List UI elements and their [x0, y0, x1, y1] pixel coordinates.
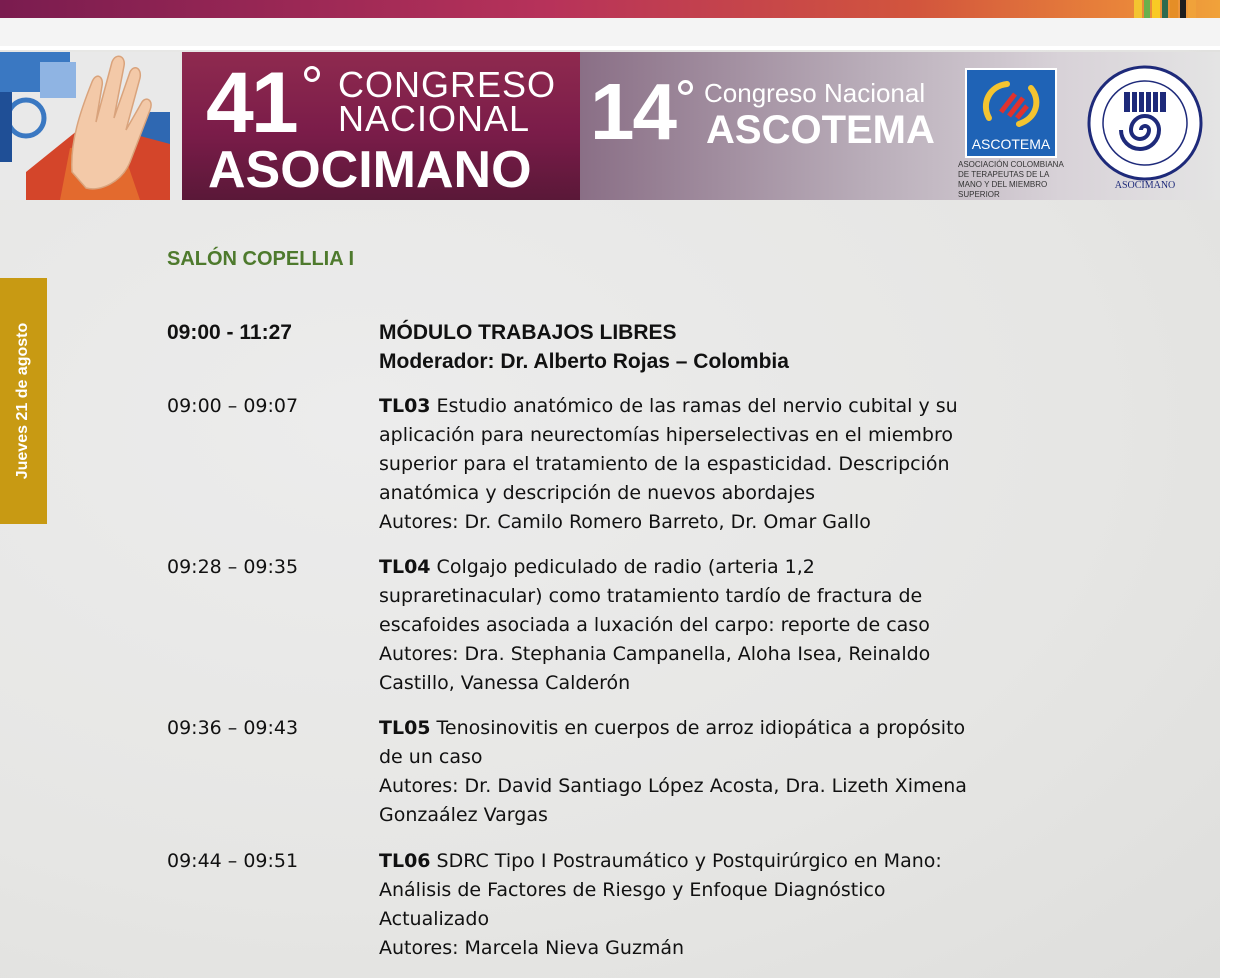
date-label: Jueves 21 de agosto [14, 322, 31, 480]
session-authors: Autores: Dr. Camilo Romero Barreto, Dr. Omar Gallo [379, 511, 871, 533]
session-title-line: Estudio anatómico de las ramas del nervio cubital y su [430, 395, 958, 417]
session-title-line: superior para el tratamiento de la espasticidad. Descripción [379, 453, 950, 475]
session-authors: Castillo, Vanessa Calderón [379, 672, 631, 694]
congreso-nacional-text: Congreso Nacional [704, 78, 926, 108]
session-code: TL04 [379, 556, 431, 578]
session-code: TL05 [379, 717, 431, 739]
degree-symbol [304, 66, 320, 82]
divider-line [0, 46, 1220, 50]
session-title-line: Colgajo pediculado de radio (arteria 1,2 [430, 556, 815, 578]
hand-illustration [0, 52, 180, 200]
session-code: TL03 [379, 395, 431, 417]
session-title-line: SDRC Tipo I Postraumático y Postquirúrgico en Mano: [430, 850, 942, 872]
session-time: 09:00 – 09:07 [167, 395, 299, 417]
session-time: 09:36 – 09:43 [167, 717, 299, 739]
module-moderator: Moderador: Dr. Alberto Rojas – Colombia [379, 350, 789, 373]
session-title-line: supraretinacular) como tratamiento tardío de fractura de [379, 585, 923, 607]
session-title-line: Análisis de Factores de Riesgo y Enfoque Diagnóstico [379, 879, 886, 901]
session-authors: Autores: Marcela Nieva Guzmán [379, 937, 685, 959]
session-authors: Gonzaález Vargas [379, 804, 548, 826]
session-title-line: aplicación para neurectomías hiperselectivas en el miembro [379, 424, 954, 446]
top-strip-decoration [1134, 0, 1196, 18]
module-time: 09:00 - 11:27 [167, 321, 292, 344]
date-side-tab [0, 278, 47, 524]
session-title-line: Tenosinovitis en cuerpos de arroz idiopática a propósito [430, 717, 966, 739]
right-margin [1220, 0, 1238, 978]
national-word: NACIONAL [338, 98, 531, 139]
session-title-line: anatómica y descripción de nuevos abordajes [379, 482, 816, 504]
session-description [379, 553, 1047, 698]
ascotema-congress-number: 14 [590, 67, 675, 156]
congress-number: 41 [206, 55, 296, 151]
ascotema-logo-text: ASCOTEMA [971, 136, 1051, 152]
session-authors: Autores: Dra. Stephania Campanella, Aloha Isea, Reinaldo [379, 643, 931, 665]
asocimano-title-panel [182, 52, 580, 200]
session-title-line: de un caso [379, 746, 483, 768]
session-code: TL06 [379, 850, 431, 872]
top-color-strip [0, 0, 1220, 18]
ascotema-logo [965, 68, 1057, 158]
ascotema-title-panel [580, 52, 1220, 200]
session-title-line: escafoides asociada a luxación del carpo: reporte de caso [379, 614, 930, 636]
room-title: SALÓN COPELLIA I [167, 248, 355, 270]
congress-word: CONGRESO [338, 64, 557, 105]
asocimano-name: ASOCIMANO [208, 141, 532, 199]
degree-symbol [678, 80, 693, 95]
session-title-line: Actualizado [379, 908, 490, 930]
ascotema-caption: ASOCIACIÓN COLOMBIANA DE TERAPEUTAS DE LA MANO Y DEL MIEMBRO SUPERIOR [958, 160, 1064, 199]
session-description [379, 847, 1047, 963]
session-authors: Autores: Dr. David Santiago López Acosta, Dra. Lizeth Ximena [379, 775, 967, 797]
module-description [379, 318, 1047, 376]
session-time: 09:44 – 09:51 [167, 850, 299, 872]
session-time: 09:28 – 09:35 [167, 556, 299, 578]
ascotema-name: ASCOTEMA [706, 108, 935, 152]
session-description [379, 714, 1047, 830]
module-title: MÓDULO TRABAJOS LIBRES [379, 321, 677, 344]
session-description [379, 392, 1047, 537]
asocimano-seal-label: ASOCIMANO [1114, 180, 1176, 191]
asocimano-seal-icon [1086, 64, 1204, 182]
congress-banner [0, 52, 1220, 200]
